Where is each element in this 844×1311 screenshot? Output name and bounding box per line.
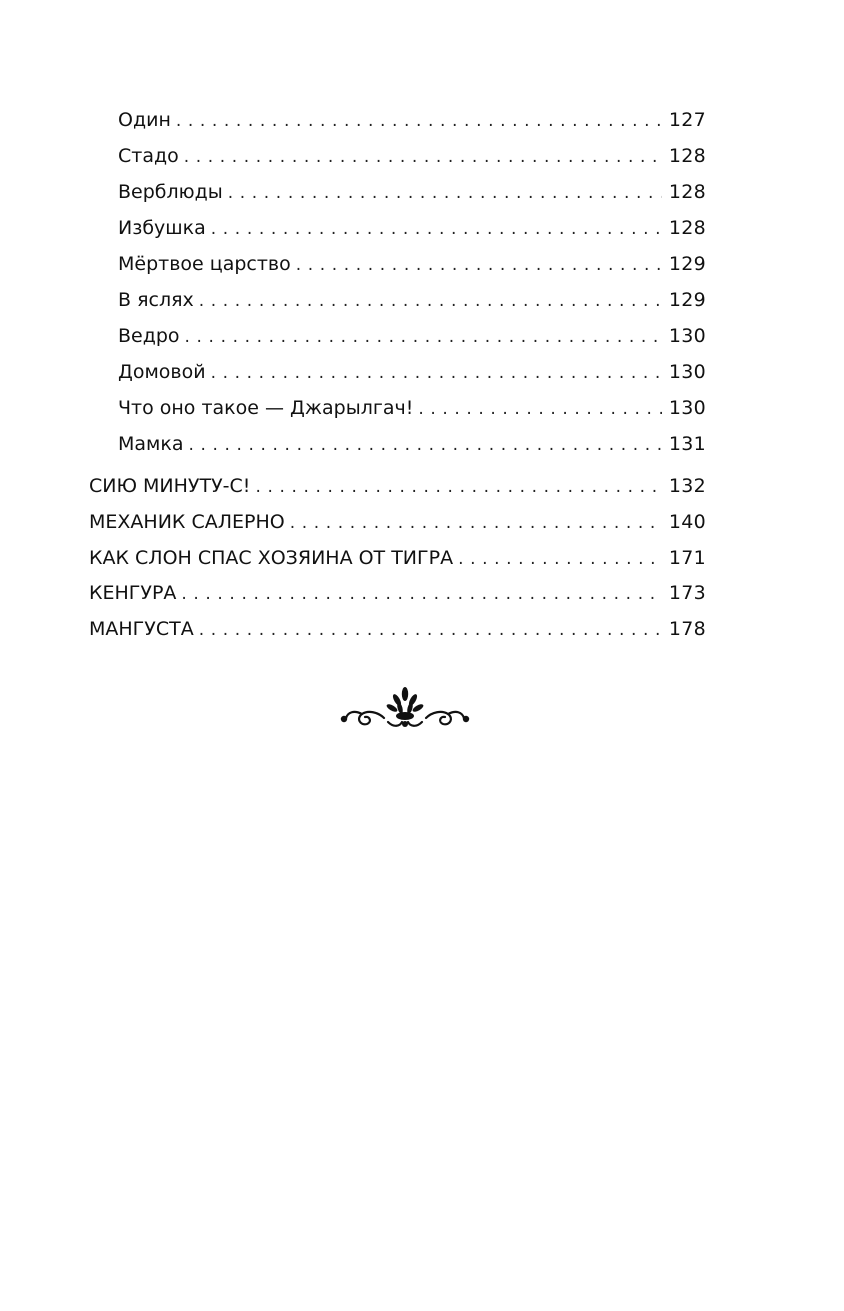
toc-entry-title: Мёртвое царство <box>118 253 291 275</box>
toc-entry <box>118 394 706 422</box>
toc-entry-title: КЕНГУРА <box>89 582 177 604</box>
toc-entry-page: 128 <box>668 181 706 203</box>
toc-entry <box>118 214 706 242</box>
dot-leader <box>199 616 662 644</box>
dot-leader <box>211 359 662 387</box>
dot-leader <box>228 179 662 207</box>
toc-entry <box>118 322 706 350</box>
dot-leader <box>211 215 662 243</box>
toc-chapter-entry <box>89 472 706 500</box>
toc-chapter-entry <box>89 508 706 536</box>
dot-leader <box>185 323 662 351</box>
toc-entry-title: Ведро <box>118 325 180 347</box>
toc-entry-page: 127 <box>668 109 706 131</box>
toc-entry-page: 130 <box>668 325 706 347</box>
toc-entry-page: 132 <box>668 475 706 497</box>
toc-entry <box>118 106 706 134</box>
toc-entry-title: МАНГУСТА <box>89 618 194 640</box>
toc-entry <box>118 178 706 206</box>
fleuron-ornament-icon <box>338 684 472 738</box>
dot-leader <box>176 107 662 135</box>
dot-leader <box>184 143 662 171</box>
dot-leader <box>199 287 662 315</box>
dot-leader <box>255 473 662 501</box>
toc-entry-title: КАК СЛОН СПАС ХОЗЯИНА ОТ ТИГРА <box>89 547 454 569</box>
toc-entry-page: 131 <box>668 433 706 455</box>
toc-entry-page: 178 <box>668 618 706 640</box>
toc-chapter-entry <box>89 579 706 607</box>
toc-entry-title: Верблюды <box>118 181 223 203</box>
toc-chapter-entry <box>89 615 706 643</box>
dot-leader <box>296 251 662 279</box>
dot-leader <box>290 509 662 537</box>
toc-entry-page: 130 <box>668 397 706 419</box>
toc-entry-page: 171 <box>668 547 706 569</box>
toc-entry-title: МЕХАНИК САЛЕРНО <box>89 511 285 533</box>
toc-entry-page: 128 <box>668 145 706 167</box>
toc-entry-page: 129 <box>668 289 706 311</box>
toc-entry-title: Что оно такое — Джарылгач! <box>118 397 414 419</box>
dot-leader <box>189 431 663 459</box>
toc-entry <box>118 286 706 314</box>
toc-entry-page: 140 <box>668 511 706 533</box>
dot-leader <box>181 580 662 608</box>
toc-chapter-entry <box>89 544 706 572</box>
toc-entry-page: 173 <box>668 582 706 604</box>
dot-leader <box>418 395 662 423</box>
toc-entry <box>118 142 706 170</box>
toc-entry-title: Мамка <box>118 433 184 455</box>
toc-entry-title: В яслях <box>118 289 194 311</box>
toc-entry-title: Один <box>118 109 171 131</box>
toc-entry-title: Домовой <box>118 361 206 383</box>
toc-entry <box>118 250 706 278</box>
toc-entry-page: 129 <box>668 253 706 275</box>
toc-entry-page: 128 <box>668 217 706 239</box>
toc-entry-page: 130 <box>668 361 706 383</box>
toc-entry <box>118 358 706 386</box>
toc-entry-title: Избушка <box>118 217 206 239</box>
toc-entry-title: Стадо <box>118 145 179 167</box>
toc-entry <box>118 430 706 458</box>
toc-entry-title: СИЮ МИНУТУ-С! <box>89 475 251 497</box>
dot-leader <box>458 545 662 573</box>
